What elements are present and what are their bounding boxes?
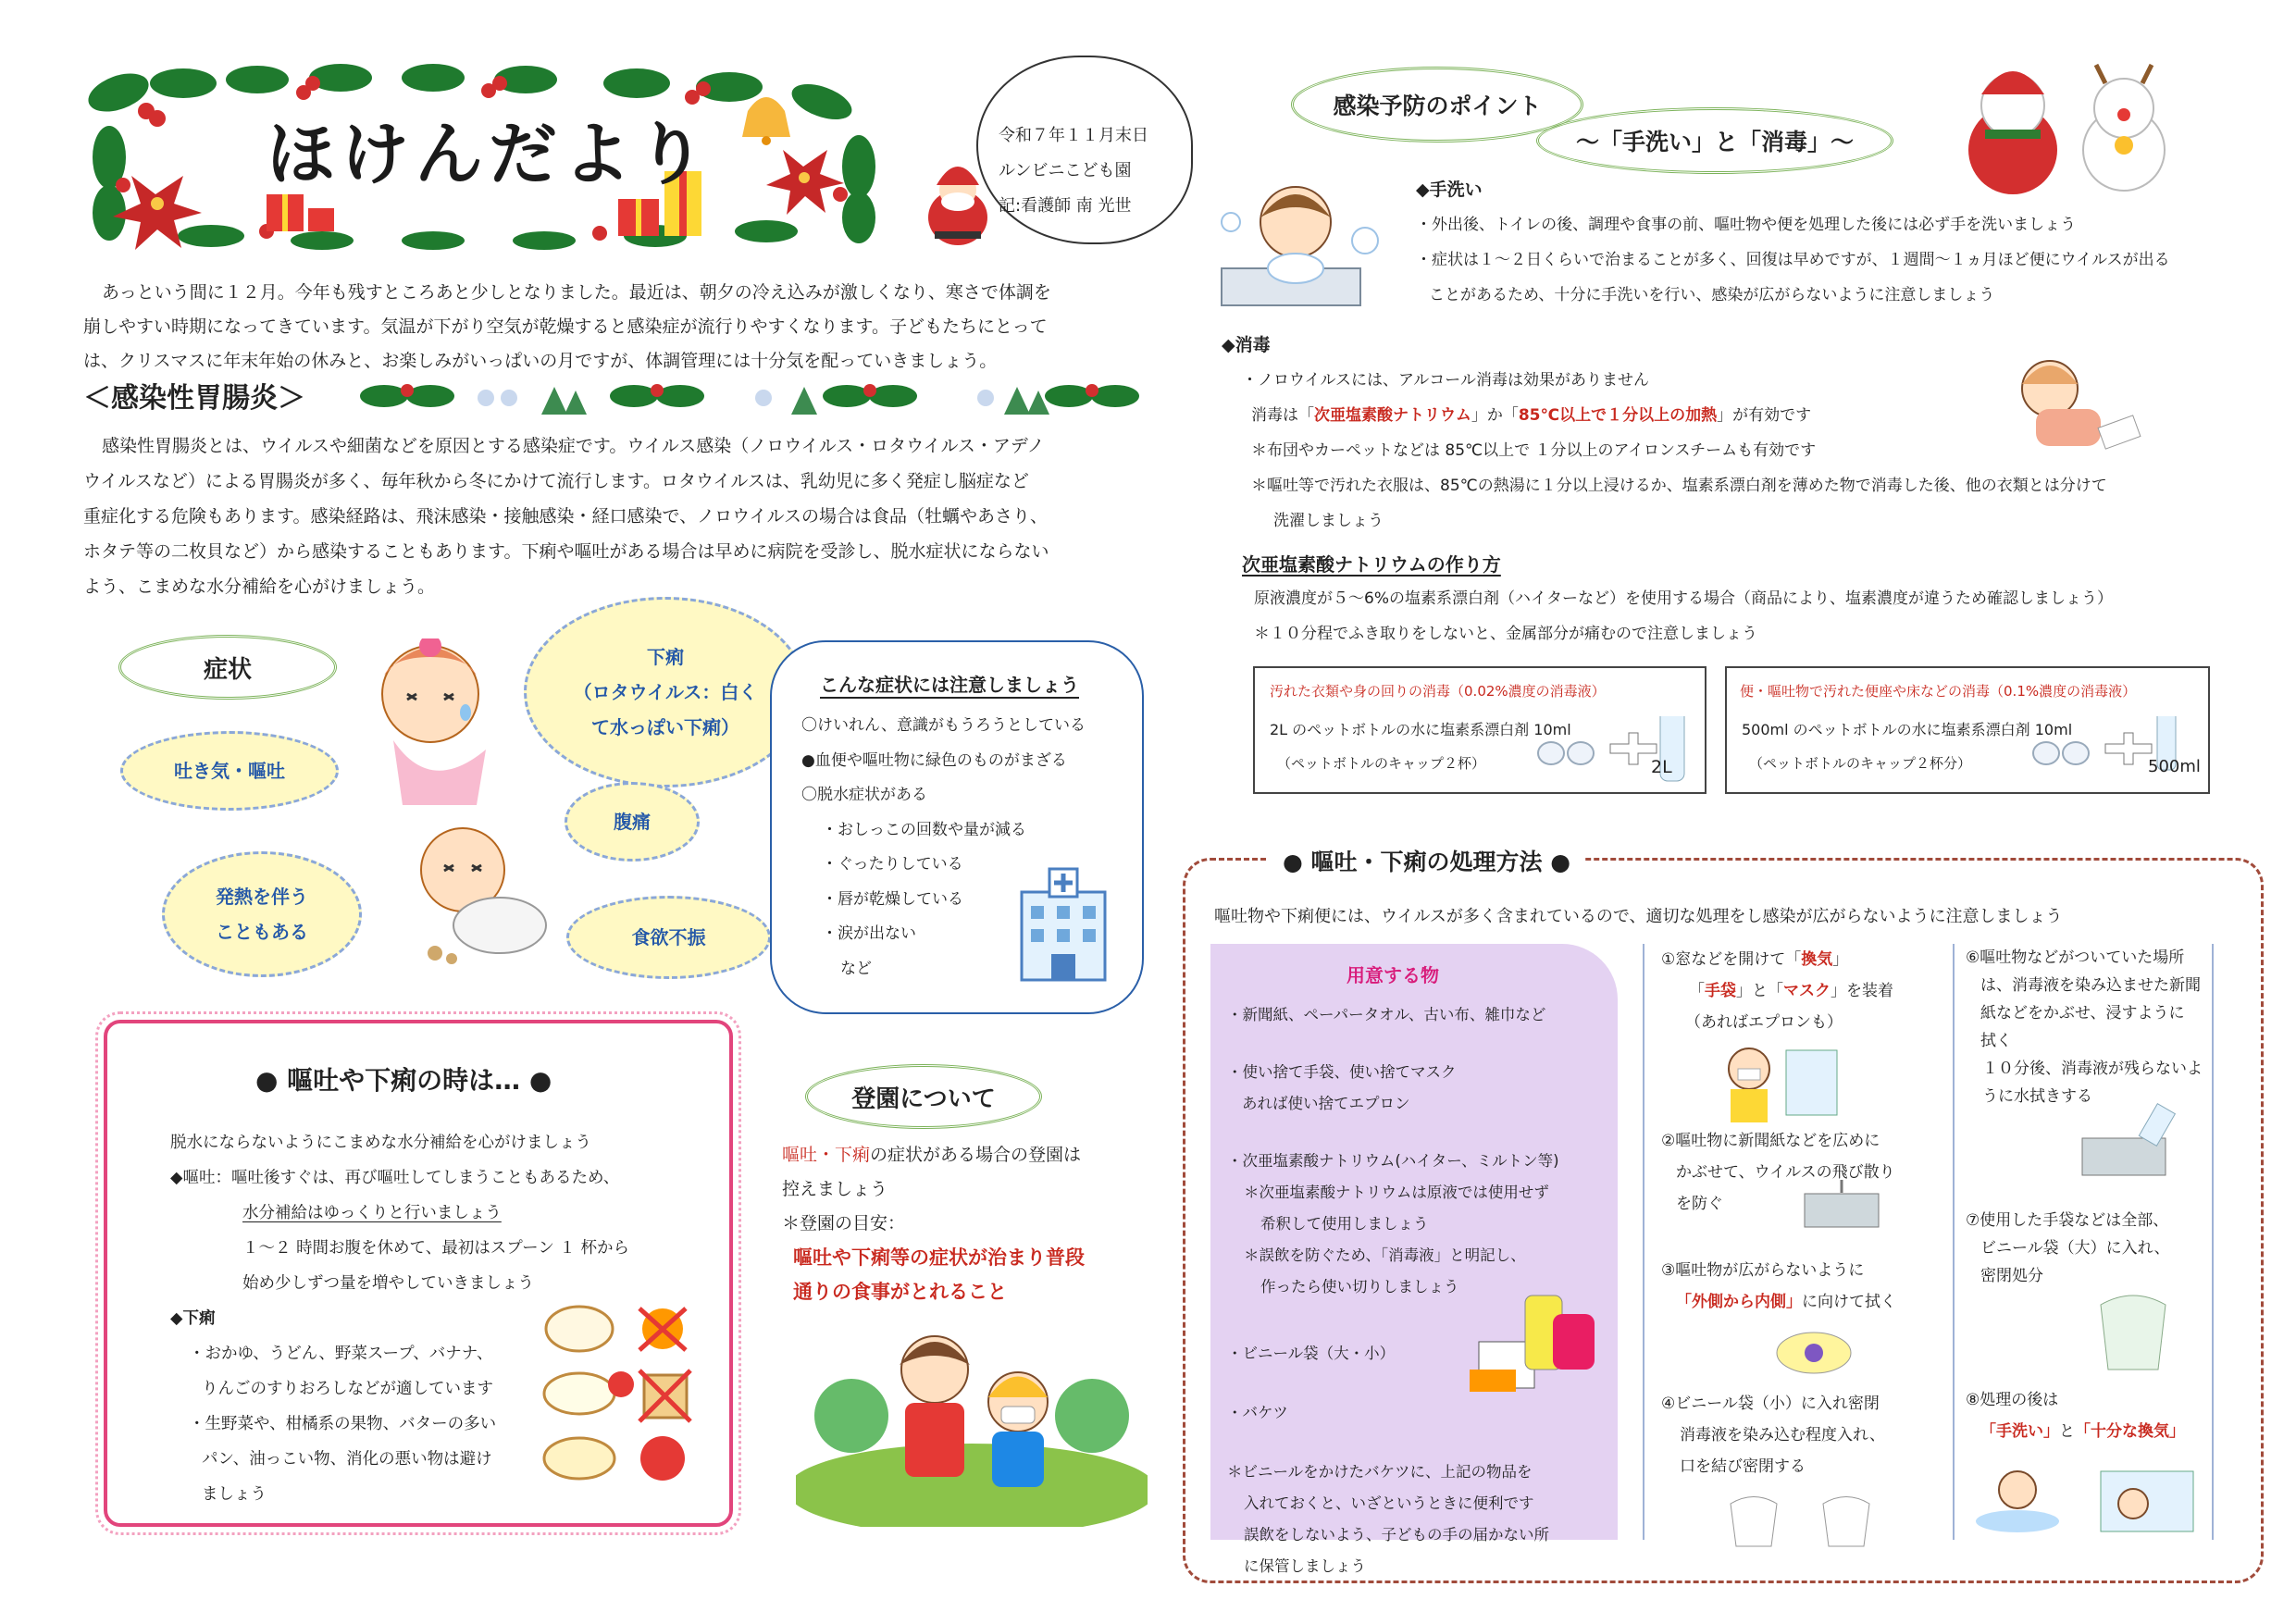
step-line [1661, 1286, 1896, 1318]
make-solution-title: 次亜塩素酸ナトリウムの作り方 [1242, 553, 1501, 576]
disinfect-section [1222, 328, 2107, 539]
caution-item: 〇脱水症状がある [801, 786, 927, 804]
step-7-illustration [2087, 1291, 2179, 1374]
step-1 [1661, 944, 1893, 1038]
step-text: に向けて拭く [1802, 1293, 1896, 1311]
column-divider [2212, 944, 2214, 1540]
disinfect-title: ◆消毒 [1222, 335, 1271, 355]
step-red: 「外側から内側」 [1676, 1293, 1802, 1311]
disinfect-line: ＊嘔吐等で汚れた衣服は、85℃の熱湯に１分以上浸けるか、塩素系漂白剤を薄めた物で消毒した後、他の衣類とは分けて [1251, 477, 2107, 495]
attendance-line [782, 1138, 1085, 1172]
disinfect-line [1222, 398, 2107, 433]
step-line: ③嘔吐物が広がらないように [1661, 1261, 1865, 1280]
caution-item: ●血便や嘔吐物に緑色のものがまざる [801, 750, 1067, 770]
vomit-line: 脱水にならないようにこまめな水分補給を心がけましょう [170, 1134, 591, 1152]
prevention-subtitle-text: ～「手洗い」と「消毒」～ [1575, 129, 1854, 155]
bubble-diarrhea [524, 597, 807, 787]
intro-line: 崩しやすい時期になってきています。気温が下がり空気が乾燥すると感染症が流行りやすくなります。子どもたちにとって [83, 316, 1048, 337]
step-8-illustration [1971, 1462, 2203, 1536]
gastro-heading: ＜感染性胃腸炎＞ [83, 382, 305, 415]
column-divider [1953, 944, 1955, 1540]
vomit-line: ・生野菜や、柑橘系の果物、バターの多い [189, 1415, 497, 1433]
handwash-illustration [1203, 167, 1388, 315]
step-line: ④ビニール袋（小）に入れ密閉 [1661, 1395, 1880, 1413]
card-line: 500ml のペットボトルの水に塩素系漂白剤 10ml [1742, 721, 2073, 738]
step-line: ⑧処理の後は [1966, 1391, 2059, 1409]
handwash-title: ◆手洗い [1416, 180, 1483, 200]
prep-item: ・新聞紙、ペーパータオル、古い布、雑巾など [1227, 1006, 1546, 1023]
step-line: ⑥嘔吐物などがついていた場所 [1966, 948, 2185, 967]
prep-item: 誤飲をしないよう、子どもの手の届かない所 [1244, 1526, 1549, 1543]
step-line [1966, 1416, 2185, 1447]
sick-child-illustration [356, 638, 523, 814]
caution-box [770, 640, 1144, 1014]
prep-item: ・バケツ [1227, 1404, 1288, 1421]
header-title-banner [81, 56, 896, 250]
bubble-stomach [565, 782, 700, 862]
gastro-line: ウイルスなど）による胃腸炎が多く、毎年秋から冬にかけて流行します。ロタウイルスは、乳幼児に多く発症し脳症など [83, 471, 1029, 491]
prep-item: に保管しましょう [1244, 1557, 1366, 1575]
vomit-line: 始め少しずつ量を増やしていきましょう [242, 1274, 534, 1293]
step-line: 口を結び密閉する [1680, 1457, 1806, 1476]
step-line: ⑦使用した手袋などは全部、 [1966, 1211, 2169, 1230]
bubble-vomit [120, 731, 339, 811]
attendance-line: ＊登園の目安： [782, 1213, 906, 1233]
caution-title: こんな症状には注意しましょう [820, 670, 1079, 699]
step-line [1661, 975, 1893, 1007]
vomit-line: １～２ 時間お腹を休めて、最初はスプーン １ 杯から [242, 1239, 629, 1258]
handwash-line: ・症状は１～２日くらいで治まることが多く、回復は早めですが、１週間～１ヵ月ほど便にウイルスが出る [1416, 251, 2170, 269]
attendance-red-text: 嘔吐・下痢 [782, 1145, 871, 1165]
date-bubble [976, 56, 1193, 244]
holly-divider [356, 370, 1152, 426]
school-name: ルンビニこども園 [999, 161, 1132, 180]
attendance-line: 通りの食事がとれること [793, 1281, 1007, 1303]
vomit-line: りんごのすりおろしなどが適しています [202, 1380, 493, 1398]
vomit-line: ◆下痢 [170, 1309, 216, 1328]
bubble-fever-line: こともある [216, 921, 308, 943]
vomit-line: ◆嘔吐：嘔吐後すぐは、再び嘔吐してしまうこともあるため、 [170, 1169, 620, 1187]
vomit-diarrhea-box [104, 1020, 733, 1527]
disinfect-line: ＊布団やカーペットなどは 85℃以上で １分以上のアイロンスチームも有効です [1251, 441, 1817, 460]
prep-item: 作ったら使い切りしましょう [1260, 1278, 1459, 1295]
children-walking-illustration [796, 1314, 1148, 1527]
step-line: かぶせて、ウイルスの飛び散り [1676, 1163, 1895, 1182]
step-text: 」と「 [1736, 982, 1783, 1000]
vomiting-baby-illustration [398, 824, 565, 972]
food-illustration [542, 1301, 700, 1486]
step-line: 密閉処分 [1980, 1267, 2043, 1285]
attendance-text: の症状がある場合の登園は [870, 1145, 1082, 1165]
step-7 [1966, 1207, 2170, 1290]
step-line: ビニール袋（大）に入れ、 [1980, 1239, 2170, 1258]
step-line: 消毒液を染み込む程度入れ、 [1680, 1426, 1886, 1444]
bubble-diarrhea-line: 下痢 [647, 646, 684, 668]
intro-paragraph [83, 276, 1157, 378]
step-line: を防ぐ [1676, 1195, 1723, 1213]
attendance-title-text: 登園について [851, 1085, 996, 1113]
step-6 [1966, 944, 2203, 1110]
make-solution-line: 原液濃度が５～6%の塩素系漂白剤（ハイターなど）を使用する場合（商品により、塩素濃度が違うため確認しましょう） [1254, 589, 2113, 608]
bubble-diarrhea-line: て水っぽい下痢） [591, 716, 739, 738]
step-red: 手袋 [1705, 982, 1736, 1000]
step-4 [1661, 1388, 1885, 1482]
step-red: マスク [1783, 982, 1831, 1000]
card-title: 汚れた衣類や身の回りの消毒（0.02%濃度の消毒液） [1270, 683, 1606, 700]
prep-item: ＊次亜塩素酸ナトリウムは原液では使用せず [1244, 1184, 1549, 1201]
step-line: うに水拭きする [1982, 1087, 2092, 1106]
prep-item: ・次亜塩素酸ナトリウム(ハイター、ミルトン等) [1227, 1152, 1559, 1170]
prevention-title-text: 感染予防のポイント [1333, 93, 1542, 119]
attendance-body [782, 1138, 1085, 1309]
step-text: ①窓などを開けて「 [1661, 950, 1802, 969]
caution-item: ・涙が出ない [822, 924, 916, 943]
prep-item: ・ビニール袋（大・小） [1227, 1345, 1396, 1362]
step-3 [1661, 1255, 1896, 1318]
procedure-title: ● 嘔吐・下痢の処理方法 ● [1268, 844, 1585, 877]
step-4-illustration [1712, 1485, 1897, 1550]
disinfect-line: 洗濯しましょう [1273, 512, 1384, 530]
column-divider [1643, 944, 1644, 1540]
cleaning-person-illustration [1999, 352, 2166, 463]
handwash-line: ・外出後、トイレの後、調理や食事の前、嘔吐物や便を処理した後には必ず手を洗いましょう [1416, 216, 2077, 234]
step-line: は、消毒液を染み込ませた新聞 [1980, 976, 2201, 995]
prep-item: ＊ビニールをかけたバケツに、上記の物品を [1227, 1463, 1533, 1481]
symptoms-title [118, 635, 337, 700]
vomit-line: ・おかゆ、うどん、野菜スープ、バナナ、 [189, 1345, 493, 1363]
issue-date: 令和７年１１月末日 [999, 126, 1148, 145]
handwash-section [1416, 172, 2170, 313]
disinfect-text: 」か「 [1471, 406, 1519, 425]
disinfect-red: 次亜塩素酸ナトリウム [1314, 406, 1471, 425]
caution-item: ・唇が乾燥している [822, 889, 963, 909]
bubble-appetite [566, 896, 771, 979]
step-line: 紙などをかぶせ、浸すように [1980, 1004, 2185, 1023]
step-red: 「手洗い」 [1980, 1422, 2059, 1441]
prep-item: ・使い捨て手袋、使い捨てマスク [1227, 1063, 1457, 1081]
prevention-subtitle [1536, 107, 1893, 174]
step-red: 換気 [1801, 950, 1833, 969]
step-8 [1966, 1384, 2185, 1447]
step-red: 「十分な換気」 [2075, 1422, 2185, 1441]
hospital-icon [1012, 864, 1114, 985]
intro-line: あっという間に１２月。今年も残すところあと少しとなりました。最近は、朝夕の冷え込みが激しくなり、寒さで体調を [102, 282, 1051, 303]
step-text: 」 [1832, 950, 1849, 969]
attendance-title [805, 1064, 1042, 1129]
step-6-illustration [2073, 1101, 2193, 1184]
make-solution-body [1254, 581, 2113, 651]
step-line: １０分後、消毒液が残らないよ [1982, 1060, 2203, 1078]
attendance-line: 控えましょう [782, 1179, 888, 1199]
step-text: と [2059, 1422, 2075, 1441]
step-line: 拭く [1980, 1032, 2012, 1050]
disinfect-text: 消毒は「 [1251, 406, 1314, 425]
gastro-line: 感染性胃腸炎とは、ウイルスや細菌などを原因とする感染症です。ウイルス感染（ノロウイルス・ロタウイルス・アデノ [102, 436, 1045, 456]
caution-item: など [840, 959, 872, 978]
prevention-title [1291, 67, 1583, 143]
vomit-line: パン、油っこい物、消化の悪い物は避け [202, 1450, 492, 1469]
disinfect-text: 」が有効です [1717, 406, 1812, 425]
prep-item: 入れておくと、いざというときに便利です [1244, 1494, 1534, 1512]
supplies-illustration [1460, 1277, 1599, 1397]
prep-panel [1210, 944, 1618, 1575]
card-line: （ペットボトルのキャップ２杯分） [1749, 755, 1972, 772]
step-2-illustration [1800, 1175, 1883, 1231]
symptoms-title-text: 症状 [203, 655, 252, 684]
bubble-fever-line: 発熱を伴う [216, 886, 308, 908]
bottle-caps-icon [1533, 716, 1690, 790]
step-1-illustration [1712, 1041, 1842, 1124]
gastro-line: ホタテ等の二枚貝など）から感染することもあります。下痢や嘔吐がある場合は早めに病院を受診し、脱水症状にならない [83, 541, 1049, 562]
card-line: （ペットボトルのキャップ２杯） [1277, 755, 1486, 772]
step-3-illustration [1763, 1323, 1865, 1379]
step-line [1661, 944, 1893, 975]
bubble-stomach-text: 腹痛 [614, 811, 651, 833]
dilution-card-toilet [1725, 666, 2210, 794]
vomit-line: ましょう [202, 1485, 267, 1504]
gastro-line: よう、こまめな水分補給を心がけましょう。 [83, 576, 436, 597]
santa-illustration [916, 157, 999, 250]
bubble-fever [162, 851, 362, 977]
prep-item: ＊誤飲を防ぐため、「消毒液」と明記し、 [1244, 1246, 1526, 1264]
caution-item: 〇けいれん、意識がもうろうとしている [801, 716, 1086, 735]
disinfect-line: ・ノロウイルスには、アルコール消毒は効果がありません [1242, 371, 1649, 390]
vomit-line: 水分補給はゆっくりと行いましょう [242, 1204, 502, 1222]
step-text: 」を装着 [1831, 982, 1893, 1000]
disinfect-red: 85℃以上で１分以上の加熱 [1518, 406, 1718, 425]
step-line: ②嘔吐物に新聞紙などを広めに [1661, 1132, 1880, 1150]
procedure-intro: 嘔吐物や下痢便には、ウイルスが多く含まれているので、適切な処理をし感染が広がらないように注意しましょう [1214, 907, 2063, 926]
author-name: 記:看護師 南 光世 [999, 196, 1132, 216]
gastro-body [83, 428, 1157, 604]
make-solution-line: ＊１０分程でふき取りをしないと、金属部分が痛むので注意しましょう [1254, 625, 1757, 643]
dilution-card-clothes [1253, 666, 1706, 794]
bubble-appetite-text: 食欲不振 [631, 926, 706, 948]
bubble-diarrhea-line: （ロタウイルス：白く [573, 681, 758, 703]
card-title: 便・嘔吐物で汚れた便座や床などの消毒（0.1%濃度の消毒液） [1740, 683, 2137, 700]
prep-title: 用意する物 [1347, 964, 1439, 986]
caution-item: ・おしっこの回数や量が減る [822, 820, 1026, 839]
gastro-line: 重症化する危険もあります。感染経路は、飛沫感染・接触感染・経口感染で、ノロウイルスの場合は食品（牡蠣やあさり、 [83, 506, 1048, 527]
bottle-size-label: 500ml [2148, 757, 2201, 776]
prep-item: 希釈して使用しましょう [1260, 1215, 1429, 1233]
prep-item: あれば使い捨てエプロン [1242, 1095, 1410, 1112]
bottle-caps-icon [2028, 716, 2185, 790]
handwash-line: ことがあるため、十分に手洗いを行い、感染が広がらないように注意しましょう [1429, 286, 1995, 304]
attendance-line: 嘔吐や下痢等の症状が治まり普段 [793, 1246, 1085, 1269]
page-title: ほけんだより [267, 115, 711, 194]
bubble-vomit-text: 吐き気・嘔吐 [174, 760, 285, 782]
step-line: （あればエプロンも） [1685, 1013, 1843, 1032]
step-text: 「 [1689, 982, 1705, 1000]
vomit-box-title: ● 嘔吐や下痢の時は… ● [255, 1065, 552, 1096]
bottle-size-label: 2L [1651, 757, 1672, 777]
intro-line: は、クリスマスに年末年始の休みと、お楽しみがいっぱいの月ですが、体調管理には十分気を配っていきましょう。 [83, 351, 998, 371]
card-line: 2L のペットボトルの水に塩素系漂白剤 10ml [1270, 721, 1571, 738]
caution-item: ・ぐったりしている [822, 855, 963, 874]
